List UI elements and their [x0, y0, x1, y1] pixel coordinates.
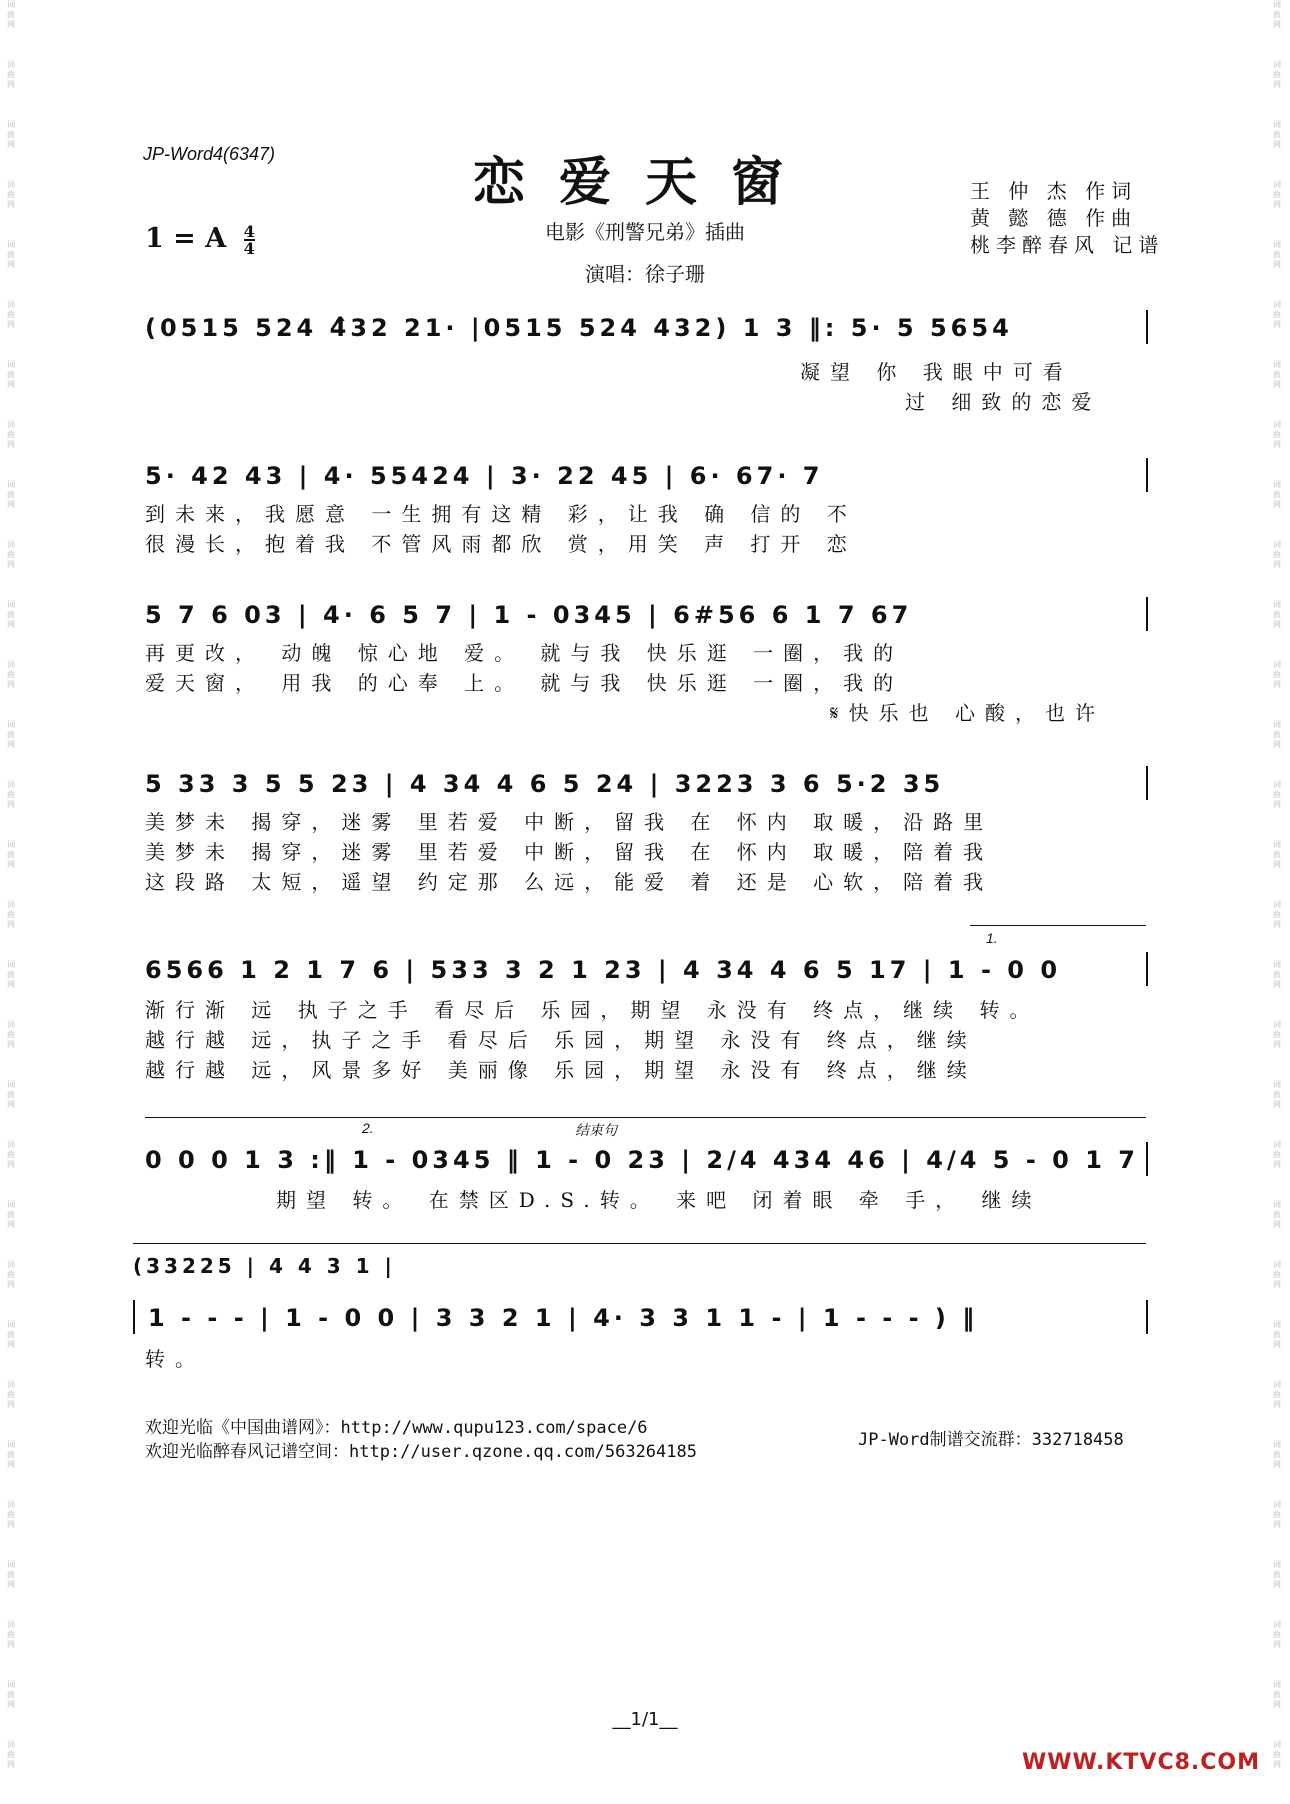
- song-title: 恋爱天窗: [472, 152, 817, 213]
- composer: 黄 懿 德 作曲: [970, 206, 1138, 230]
- watermark-glyph: 词 曲 网: [1273, 1380, 1281, 1409]
- watermark-glyph: 词 曲 网: [7, 60, 15, 89]
- watermark-glyph: 词 曲 网: [1273, 660, 1281, 689]
- barline: [1146, 766, 1148, 800]
- watermark-glyph: 词 曲 网: [7, 1320, 15, 1349]
- watermark-glyph: 词 曲 网: [1273, 1680, 1281, 1709]
- subtitle: 电影《刑警兄弟》插曲: [545, 220, 745, 244]
- watermark-glyph: 词 曲 网: [1273, 480, 1281, 509]
- lyric-row-3-verse-3: 𝄋快乐也 心酸，也许: [830, 701, 1105, 725]
- watermark-glyph: 词 曲 网: [1273, 360, 1281, 389]
- watermark-glyph: 词 曲 网: [7, 1740, 15, 1769]
- watermark-glyph: 词 曲 网: [7, 840, 15, 869]
- key-label: 1 = A: [145, 223, 227, 254]
- watermark-glyph: 词 曲 网: [1273, 1200, 1281, 1229]
- notation-last-upper: (33225 | 4 4 3 1 |: [133, 1254, 396, 1278]
- watermark-glyph: 词 曲 网: [7, 540, 15, 569]
- watermark-glyph: 词 曲 网: [1273, 540, 1281, 569]
- watermark-glyph: 词 曲 网: [7, 0, 15, 29]
- watermark-glyph: 词 曲 网: [7, 300, 15, 329]
- watermark-glyph: 词 曲 网: [7, 360, 15, 389]
- software-label: JP-Word4(6347): [143, 144, 276, 164]
- watermark-glyph: 词 曲 网: [1273, 1260, 1281, 1289]
- notation-row-1: (0515 524 4̂32 21· |0515 524 432) 1 3 ‖: 5· 5 5654: [145, 314, 1013, 342]
- lyricist: 王 仲 杰 作词: [970, 179, 1138, 203]
- notation-row-5: 6566 1 2 1 7 6 | 533 3 2 1 23 | 4 34 4 6 5 17 | 1 - 0 0: [145, 956, 1062, 984]
- watermark-glyph: 词 曲 网: [1273, 780, 1281, 809]
- watermark-glyph: 词 曲 网: [7, 1260, 15, 1289]
- watermark-glyph: 词 曲 网: [7, 1500, 15, 1529]
- notation-row-4: 5 33 3 5 5 23 | 4 34 4 6 5 24 | 3223 3 6 5·2 35: [145, 770, 945, 798]
- notation-row-3: 5 7 6 03 | 4· 6 5 7 | 1 - 0345 | 6#56 6 1 7 67: [145, 601, 913, 629]
- watermark-glyph: 词 曲 网: [1273, 960, 1281, 989]
- volta-1-label: 1.: [986, 930, 998, 946]
- volta-2-label: 2.: [362, 1120, 374, 1136]
- watermark-glyph: 词 曲 网: [1273, 720, 1281, 749]
- watermark-glyph: 词 曲 网: [7, 900, 15, 929]
- watermark-glyph: 词 曲 网: [7, 180, 15, 209]
- watermark-glyph: 词 曲 网: [7, 1080, 15, 1109]
- watermark-glyph: 词 曲 网: [1273, 840, 1281, 869]
- watermark-glyph: 词 曲 网: [1273, 1740, 1281, 1769]
- watermark-glyph: 词 曲 网: [7, 1440, 15, 1469]
- lyric-row-2-verse-2: 很漫长，抱着我 不管风雨都欣 赏，用笑 声 打开 恋: [145, 532, 857, 556]
- watermark-glyph: 词 曲 网: [7, 1200, 15, 1229]
- lyric-row-5-verse-2: 越行越 远，执子之手 看尽后 乐园，期望 永没有 终点，继续: [145, 1028, 977, 1052]
- watermark-glyph: 词 曲 网: [1273, 60, 1281, 89]
- watermark-glyph: 词 曲 网: [1273, 1560, 1281, 1589]
- watermark-glyph: 词 曲 网: [1273, 1440, 1281, 1469]
- watermark-glyph: 词 曲 网: [7, 480, 15, 509]
- watermark-glyph: 词 曲 网: [1273, 1320, 1281, 1349]
- page-number: __1/1__: [612, 1709, 678, 1730]
- watermark-glyph: 词 曲 网: [7, 120, 15, 149]
- notation-last-lower: 1 - - - | 1 - 0 0 | 3 3 2 1 | 4· 3 3 1 1 - | 1 - - - ) ‖: [148, 1304, 979, 1332]
- footer-link-1[interactable]: 欢迎光临《中国曲谱网》：http://www.qupu123.com/space/6: [145, 1418, 648, 1438]
- lyric-row-5-verse-1: 渐行渐 远 执子之手 看尽后 乐园，期望 永没有 终点，继续 转。: [145, 998, 1040, 1022]
- lyric-last: 转。: [145, 1347, 205, 1371]
- barline: [1146, 1300, 1148, 1334]
- watermark-glyph: 词 曲 网: [1273, 180, 1281, 209]
- barline: [1146, 1142, 1148, 1176]
- watermark-glyph: 词 曲 网: [1273, 240, 1281, 269]
- site-watermark[interactable]: WWW.KTVC8.COM: [1022, 1750, 1260, 1775]
- watermark-glyph: 词 曲 网: [7, 420, 15, 449]
- transcriber: 桃李醉春风 记谱: [970, 233, 1165, 257]
- watermark-glyph: 词 曲 网: [7, 600, 15, 629]
- watermark-glyph: 词 曲 网: [7, 780, 15, 809]
- watermark-glyph: 词 曲 网: [1273, 120, 1281, 149]
- time-signature: $\frac{4}{4}$: [243, 221, 255, 258]
- watermark-glyph: 词 曲 网: [1273, 1500, 1281, 1529]
- lyric-row-6-verse-1: 期望 转。 在禁区D.S.转。 来吧 闭着眼 牵 手， 继续: [276, 1188, 1042, 1212]
- watermark-glyph: 词 曲 网: [7, 1140, 15, 1169]
- barline: [133, 1300, 135, 1334]
- lyric-row-4-verse-3: 这段路 太短，遥望 约定那 么远，能爱 着 还是 心软，陪着我: [145, 870, 994, 894]
- lyric-row-1-verse-2: 过 细致的恋爱: [905, 390, 1102, 414]
- barline: [1146, 597, 1148, 631]
- watermark-glyph: 词 曲 网: [1273, 1020, 1281, 1049]
- barline: [1146, 458, 1148, 492]
- lyric-row-5-verse-3: 越行越 远，风景多好 美丽像 乐园，期望 永没有 终点，继续: [145, 1058, 977, 1082]
- lyric-row-3-verse-2: 爱天窗， 用我 的心奉 上。 就与我 快乐逛 一圈，我的: [145, 671, 904, 695]
- footer-link-2[interactable]: 欢迎光临醉春风记谱空间：http://user.qzone.qq.com/563264185: [145, 1442, 697, 1462]
- footer-links: [145, 1416, 697, 1464]
- watermark-glyph: 词 曲 网: [1273, 0, 1281, 29]
- footer-group: JP-Word制谱交流群：332718458: [858, 1430, 1124, 1450]
- volta-1-bracket: [970, 925, 1146, 926]
- barline: [1146, 310, 1148, 344]
- system-top-rule: [133, 1243, 1146, 1244]
- lyric-row-2-verse-1: 到未来，我愿意 一生拥有这精 彩，让我 确 信的 不: [145, 502, 857, 526]
- watermark-glyph: 词 曲 网: [7, 660, 15, 689]
- notation-row-6: 0 0 0 1 3 :‖ 1 - 0345 ‖ 1 - 0 23 | 2/4 434 46 | 4/4 5 - 0 1 7: [145, 1146, 1139, 1174]
- barline: [1146, 952, 1148, 986]
- ending-label: 结束句: [575, 1122, 617, 1138]
- lyric-row-1-verse-1: 凝望 你 我眼中可看: [800, 360, 1073, 384]
- watermark-glyph: 词 曲 网: [7, 1680, 15, 1709]
- watermark-glyph: 词 曲 网: [7, 1020, 15, 1049]
- lyric-row-3-verse-1: 再更改， 动魄 惊心地 爱。 就与我 快乐逛 一圈，我的: [145, 641, 904, 665]
- lyric-row-4-verse-2: 美梦未 揭穿，迷雾 里若爱 中断，留我 在 怀内 取暖，陪着我: [145, 840, 994, 864]
- ending-rule: [145, 1117, 1146, 1118]
- watermark-glyph: 词 曲 网: [7, 960, 15, 989]
- watermark-glyph: 词 曲 网: [1273, 1140, 1281, 1169]
- lyric-row-4-verse-1: 美梦未 揭穿，迷雾 里若爱 中断，留我 在 怀内 取暖，沿路里: [145, 810, 994, 834]
- watermark-glyph: 词 曲 网: [1273, 300, 1281, 329]
- watermark-glyph: 词 曲 网: [7, 1560, 15, 1589]
- watermark-glyph: 词 曲 网: [7, 1620, 15, 1649]
- notation-row-2: 5· 42 43 | 4· 55424 | 3· 22 45 | 6· 67· 7: [145, 462, 824, 490]
- singer: 演唱：徐子珊: [585, 262, 705, 286]
- watermark-glyph: 词 曲 网: [1273, 1620, 1281, 1649]
- watermark-glyph: 词 曲 网: [1273, 420, 1281, 449]
- watermark-glyph: 词 曲 网: [7, 240, 15, 269]
- watermark-glyph: 词 曲 网: [7, 1380, 15, 1409]
- watermark-glyph: 词 曲 网: [1273, 600, 1281, 629]
- watermark-glyph: 词 曲 网: [7, 720, 15, 749]
- watermark-glyph: 词 曲 网: [1273, 1080, 1281, 1109]
- watermark-glyph: 词 曲 网: [1273, 900, 1281, 929]
